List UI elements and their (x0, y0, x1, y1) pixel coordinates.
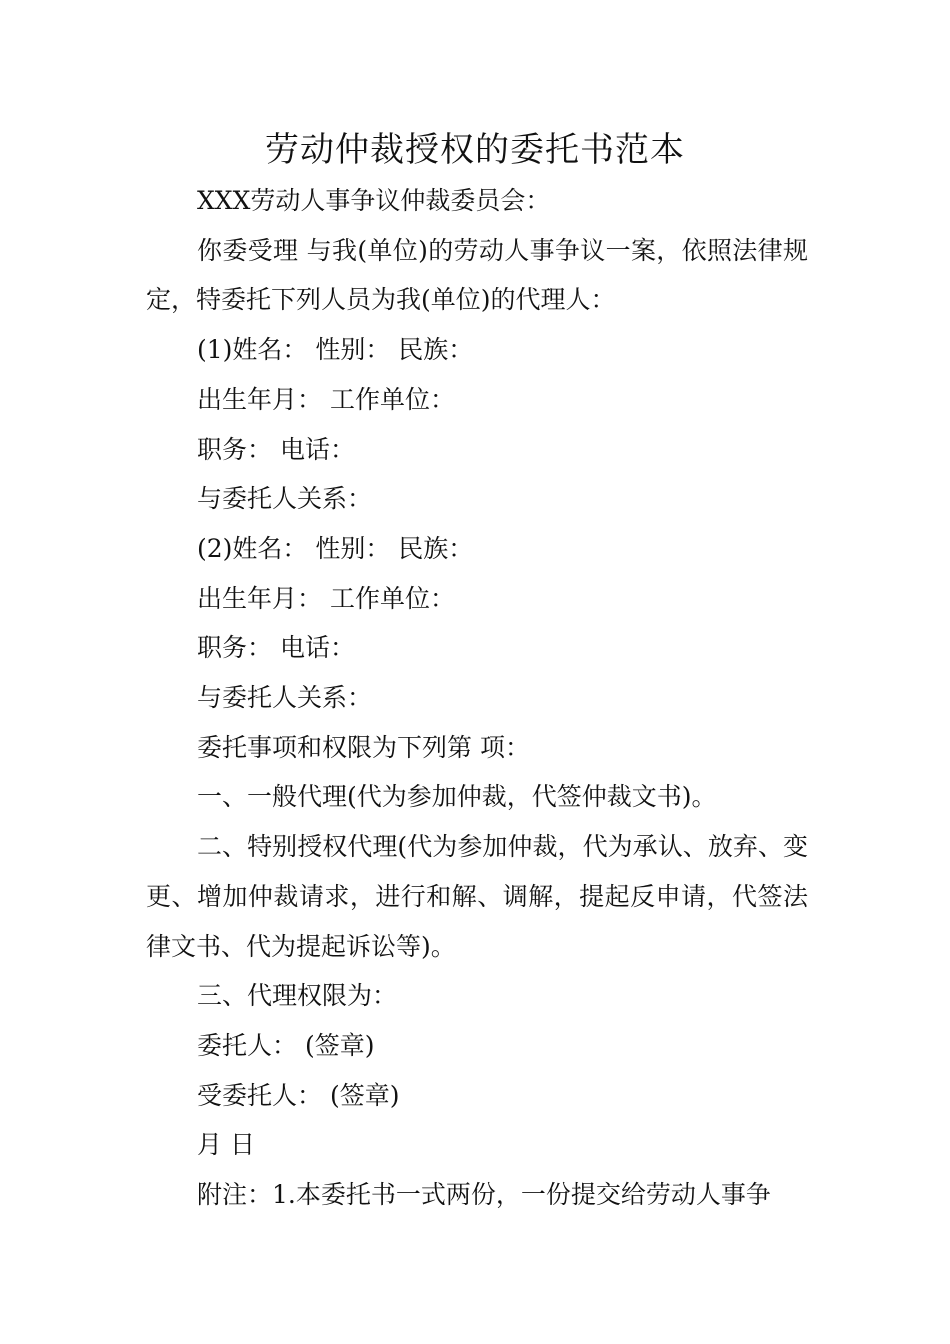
agent1-position-line: 职务： 电话： (197, 434, 355, 464)
agent-signature-line: 受委托人： (签章) (197, 1080, 400, 1110)
agent2-name-line: (2)姓名： 性别： 民族： (197, 533, 474, 563)
document-body (146, 176, 808, 1220)
general-agency-line: 一、一般代理(代为参加仲裁，代签仲裁文书)。 (197, 782, 717, 812)
agent2-relation-line: 与委托人关系： (197, 683, 373, 713)
scope-line: 委托事项和权限为下列第 项： (197, 732, 530, 762)
special-agency-paragraph: 二、特别授权代理(代为参加仲裁，代为承认、放弃、变更、增加仲裁请求，进行和解、调解，提起反申请，代签法律文书、代为提起诉讼等)。 (146, 832, 808, 961)
authority-line: 三、代理权限为： (197, 981, 398, 1011)
intro-paragraph: 你委受理 与我(单位)的劳动人事争议一案，依照法律规定，特委托下列人员为我(单位)的代理人： (146, 235, 808, 315)
note-line: 附注：1.本委托书一式两份，一份提交给劳动人事争 (197, 1180, 771, 1210)
addressee-line: XXX劳动人事争议仲裁委员会： (197, 186, 551, 215)
agent2-birth-line: 出生年月： 工作单位： (197, 583, 455, 613)
agent1-name-line: (1)姓名： 性别： 民族： (197, 335, 474, 365)
date-line: 月 日 (197, 1130, 255, 1160)
principal-signature-line: 委托人： (签章) (197, 1030, 375, 1060)
agent1-birth-line: 出生年月： 工作单位： (197, 384, 455, 414)
agent1-relation-line: 与委托人关系： (197, 484, 373, 514)
document-title: 劳动仲裁授权的委托书范本 (265, 130, 685, 170)
agent2-position-line: 职务： 电话： (197, 633, 355, 663)
